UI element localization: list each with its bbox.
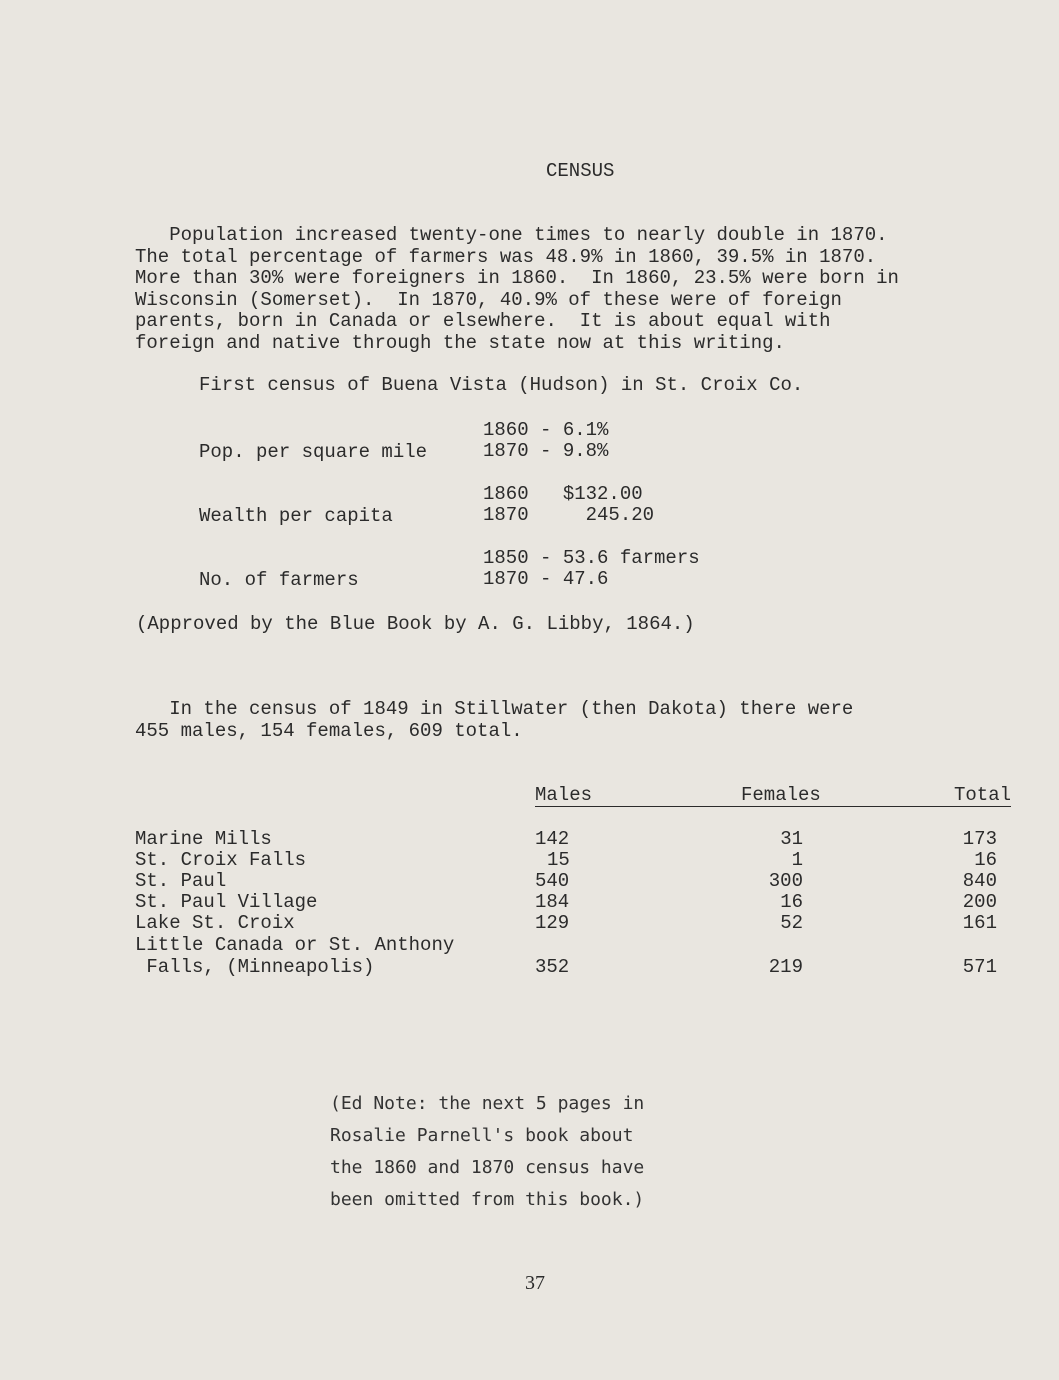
- row-total: 200: [962, 891, 997, 913]
- intro-line: parents, born in Canada or elsewhere. It is about equal with: [135, 310, 831, 332]
- first-census-line: First census of Buena Vista (Hudson) in St. Croix Co.: [199, 374, 804, 396]
- editor-note: [330, 1088, 644, 1216]
- table-row: [135, 912, 1015, 934]
- stat-value: 1870 245.20: [483, 504, 655, 526]
- stat-value: 1870 - 9.8%: [483, 440, 609, 462]
- table-header: [135, 784, 1015, 806]
- page-title: CENSUS: [546, 160, 615, 182]
- row-females: 219: [768, 956, 803, 978]
- row-total: 173: [962, 828, 997, 850]
- editor-note-line: Rosalie Parnell's book about: [330, 1125, 634, 1146]
- row-females: 16: [780, 891, 803, 913]
- stillwater-line: 455 males, 154 females, 609 total.: [135, 720, 523, 742]
- row-males: 129: [535, 912, 570, 934]
- stat-value: 1850 - 53.6 farmers: [483, 547, 700, 569]
- row-name: St. Paul: [135, 870, 227, 892]
- row-name: St. Croix Falls: [135, 849, 307, 871]
- editor-note-line: been omitted from this book.): [330, 1189, 645, 1210]
- row-males: 540: [535, 870, 570, 892]
- row-total: 840: [962, 870, 997, 892]
- stillwater-line: In the census of 1849 in Stillwater (then Dakota) there were: [135, 698, 854, 720]
- row-total: 16: [974, 849, 997, 871]
- row-name: Falls, (Minneapolis): [135, 956, 375, 978]
- stat-farmers: [199, 548, 899, 592]
- stillwater-paragraph: [135, 698, 853, 742]
- intro-line: foreign and native through the state now at this writing.: [135, 331, 785, 354]
- stat-value: 1860 $132.00: [483, 483, 643, 505]
- approved-note: (Approved by the Blue Book by A. G. Libby, 1864.): [136, 613, 695, 635]
- row-females: 300: [768, 870, 803, 892]
- editor-note-line: the 1860 and 1870 census have: [330, 1157, 645, 1178]
- stat-label: No. of farmers: [199, 568, 359, 591]
- header-total: Total: [953, 784, 1011, 806]
- stat-wealth: [199, 484, 899, 528]
- intro-line: The total percentage of farmers was 48.9% in 1860, 39.5% in 1870.: [135, 245, 877, 268]
- row-males: 15: [547, 849, 570, 871]
- intro-line: Wisconsin (Somerset). In 1870, 40.9% of these were of foreign: [135, 288, 842, 311]
- table-row: [135, 828, 1015, 850]
- row-males: 352: [535, 956, 570, 978]
- stat-pop-density: [199, 420, 899, 464]
- intro-line: More than 30% were foreigners in 1860. In 1860, 23.5% were born in: [135, 267, 899, 289]
- editor-note-line: (Ed Note: the next 5 pages in: [330, 1093, 645, 1114]
- table-row: [135, 849, 1015, 871]
- page-number: 37: [525, 1272, 545, 1294]
- row-males: 184: [535, 891, 570, 913]
- table-row: [135, 956, 1015, 978]
- row-name: Lake St. Croix: [135, 912, 295, 934]
- intro-line: Population increased twenty-one times to nearly double in 1870.: [135, 224, 888, 246]
- stat-label: Wealth per capita: [199, 504, 393, 527]
- table-row: [135, 870, 1015, 892]
- intro-paragraph: [135, 225, 1035, 354]
- row-name: Marine Mills: [135, 828, 272, 850]
- table-row: [135, 934, 1015, 956]
- row-name: St. Paul Village: [135, 891, 318, 913]
- stat-value: 1860 - 6.1%: [483, 419, 609, 441]
- row-females: 31: [780, 828, 803, 850]
- row-total: 161: [962, 912, 997, 934]
- header-females: Females: [741, 784, 821, 806]
- row-total: 571: [962, 956, 997, 978]
- stat-label: Pop. per square mile: [199, 440, 428, 463]
- row-name: Little Canada or St. Anthony: [135, 934, 455, 956]
- row-females: 1: [791, 849, 803, 871]
- row-females: 52: [780, 912, 803, 934]
- header-males: Males: [535, 784, 593, 806]
- header-underline: [535, 806, 1011, 807]
- row-males: 142: [535, 828, 570, 850]
- stat-value: 1870 - 47.6: [483, 568, 609, 590]
- table-row: [135, 891, 1015, 913]
